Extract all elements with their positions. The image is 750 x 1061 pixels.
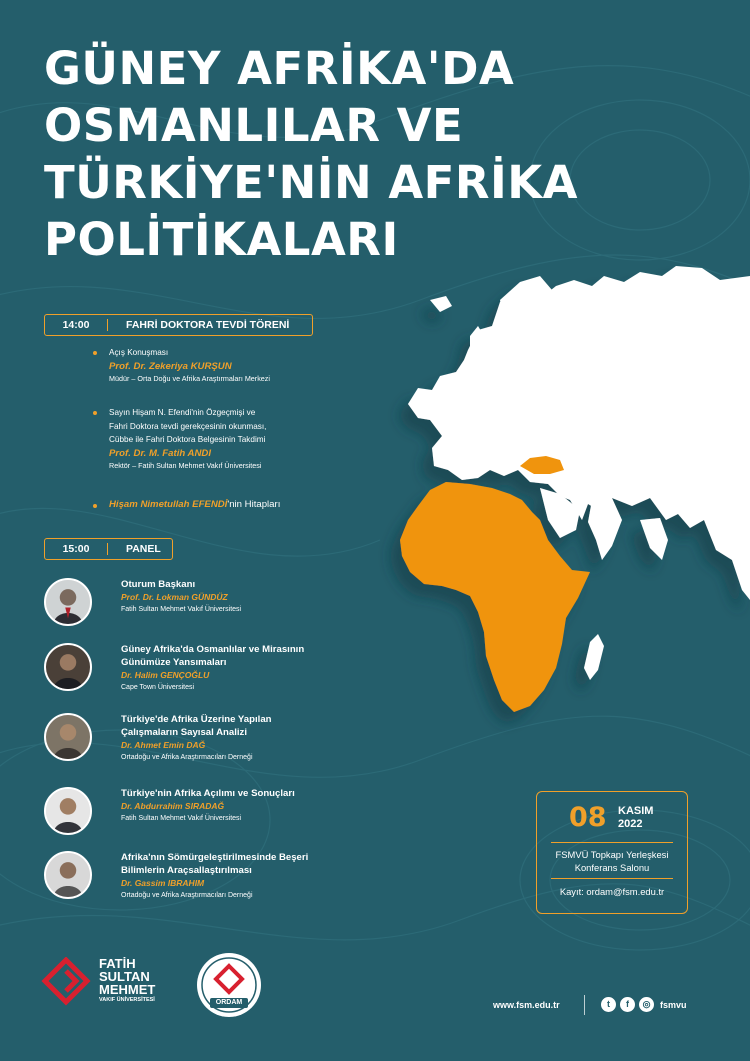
speaker-photo	[44, 578, 92, 626]
talk-title: Afrika'nın Sömürgeleştirilmesinde Beşeri	[121, 852, 309, 863]
twitter-icon[interactable]: t	[601, 997, 616, 1012]
talk-title: Güney Afrika'da Osmanlılar ve Mirasının	[121, 644, 305, 655]
event-year: 2022	[618, 818, 643, 830]
event-day: 08	[569, 802, 607, 833]
speaker-affiliation: Cape Town Üniversitesi	[121, 684, 195, 691]
logo-text: MEHMET	[99, 982, 156, 997]
speaker-affiliation: Ortadoğu ve Afrika Araştırmacıları Derneği	[121, 754, 253, 761]
session-2-label: PANEL	[126, 543, 161, 555]
divider	[584, 995, 585, 1015]
bullet-icon	[93, 504, 97, 508]
session-2-header	[44, 538, 173, 560]
talk-title: Bilimlerin Araçsallaştırılması	[121, 865, 252, 876]
talk-title: Türkiye'nin Afrika Açılımı ve Sonuçları	[121, 788, 295, 799]
speaker-photo	[44, 851, 92, 899]
speaker-name: Hişam Nimetullah EFENDİ	[109, 499, 228, 510]
madagascar-shape	[584, 634, 604, 680]
speaker-affiliation: Fatih Sultan Mehmet Vakıf Üniversitesi	[121, 815, 242, 822]
speaker-name: Prof. Dr. Lokman GÜNDÜZ	[121, 592, 228, 602]
instagram-icon[interactable]: ◎	[639, 997, 654, 1012]
bullet-icon	[93, 411, 97, 415]
website-link[interactable]: www.fsm.edu.tr	[493, 1000, 560, 1010]
logo-text: FATİH	[99, 956, 136, 971]
speaker-name: Prof. Dr. Zekeriya KURŞUN	[109, 360, 232, 372]
venue-line: FSMVÜ Topkapı Yerleşkesi	[555, 849, 669, 860]
title-line-4: POLİTİKALARI	[44, 213, 399, 266]
divider	[551, 842, 673, 843]
fsm-university-logo	[41, 956, 156, 1014]
ordam-seal-icon	[196, 952, 262, 1018]
talk-title: Türkiye'de Afrika Üzerine Yapılan	[121, 714, 272, 725]
title-line-3: TÜRKİYE'NİN AFRİKA	[44, 156, 578, 209]
session-1-header	[44, 314, 313, 336]
logo-text: VAKIF ÜNİVERSİTESİ	[99, 997, 155, 1003]
speaker-photo	[44, 713, 92, 761]
speaker-affiliation: Müdür – Orta Doğu ve Afrika Araştırmaları Merkezi	[109, 374, 270, 383]
speaker-photo	[44, 787, 92, 835]
speaker-name: Dr. Gassim IBRAHIM	[121, 878, 205, 888]
item-text-line: Cübbe ile Fahri Doktora Belgesinin Takdimi	[109, 435, 266, 444]
item-text-line: Sayın Hişam N. Efendi'nin Özgeçmişi ve	[109, 408, 256, 417]
item-text: Açış Konuşması	[109, 348, 169, 357]
registration-email[interactable]: Kayıt: ordam@fsm.edu.tr	[559, 886, 665, 897]
item-text-line: Fahri Doktora tevdi gerekçesinin okunması,	[109, 421, 267, 431]
session-1-time: 14:00	[62, 319, 90, 331]
session-2-time: 15:00	[62, 543, 90, 555]
speaker-photo	[44, 643, 92, 691]
talk-title: Oturum Başkanı	[121, 579, 196, 590]
speaker-name: Dr. Ahmet Emin DAĞ	[121, 740, 206, 750]
speaker-affiliation: Rektör – Fatih Sultan Mehmet Vakıf Üniversitesi	[109, 461, 262, 470]
speaker-affiliation: Fatih Sultan Mehmet Vakıf Üniversitesi	[121, 606, 242, 613]
item-text: 'nin Hitapları	[227, 499, 281, 510]
bullet-icon	[93, 351, 97, 355]
speaker-name: Dr. Abdurrahim SIRADAĞ	[121, 801, 225, 811]
fsm-logo-icon	[41, 957, 91, 1009]
event-info-box	[536, 791, 688, 914]
speaker-name: Prof. Dr. M. Fatih ANDI	[109, 447, 211, 459]
social-handle[interactable]: fsmvu	[660, 1000, 687, 1010]
speaker-name: Dr. Halim GENÇOĞLU	[121, 670, 210, 680]
ordam-logo	[196, 952, 262, 1023]
facebook-icon[interactable]: f	[620, 997, 635, 1012]
logo-text: SULTAN	[99, 969, 150, 984]
event-venue	[537, 848, 687, 874]
title-line-1: GÜNEY AFRİKA'DA	[44, 42, 515, 95]
speaker-affiliation: Ortadoğu ve Afrika Araştırmacıları Derneği	[121, 892, 253, 899]
session-1-label: FAHRİ DOKTORA TEVDİ TÖRENİ	[126, 319, 290, 331]
venue-line: Konferans Salonu	[574, 862, 650, 873]
event-month: KASIM	[618, 805, 654, 817]
talk-title: Günümüze Yansımaları	[121, 657, 227, 668]
ordam-label: ORDAM	[215, 999, 243, 1006]
divider	[551, 878, 673, 879]
india-shape	[588, 498, 622, 560]
title-line-2: OSMANLILAR VE	[44, 99, 464, 152]
event-title	[44, 40, 604, 268]
talk-title: Çalışmaların Sayısal Analizi	[121, 727, 248, 738]
